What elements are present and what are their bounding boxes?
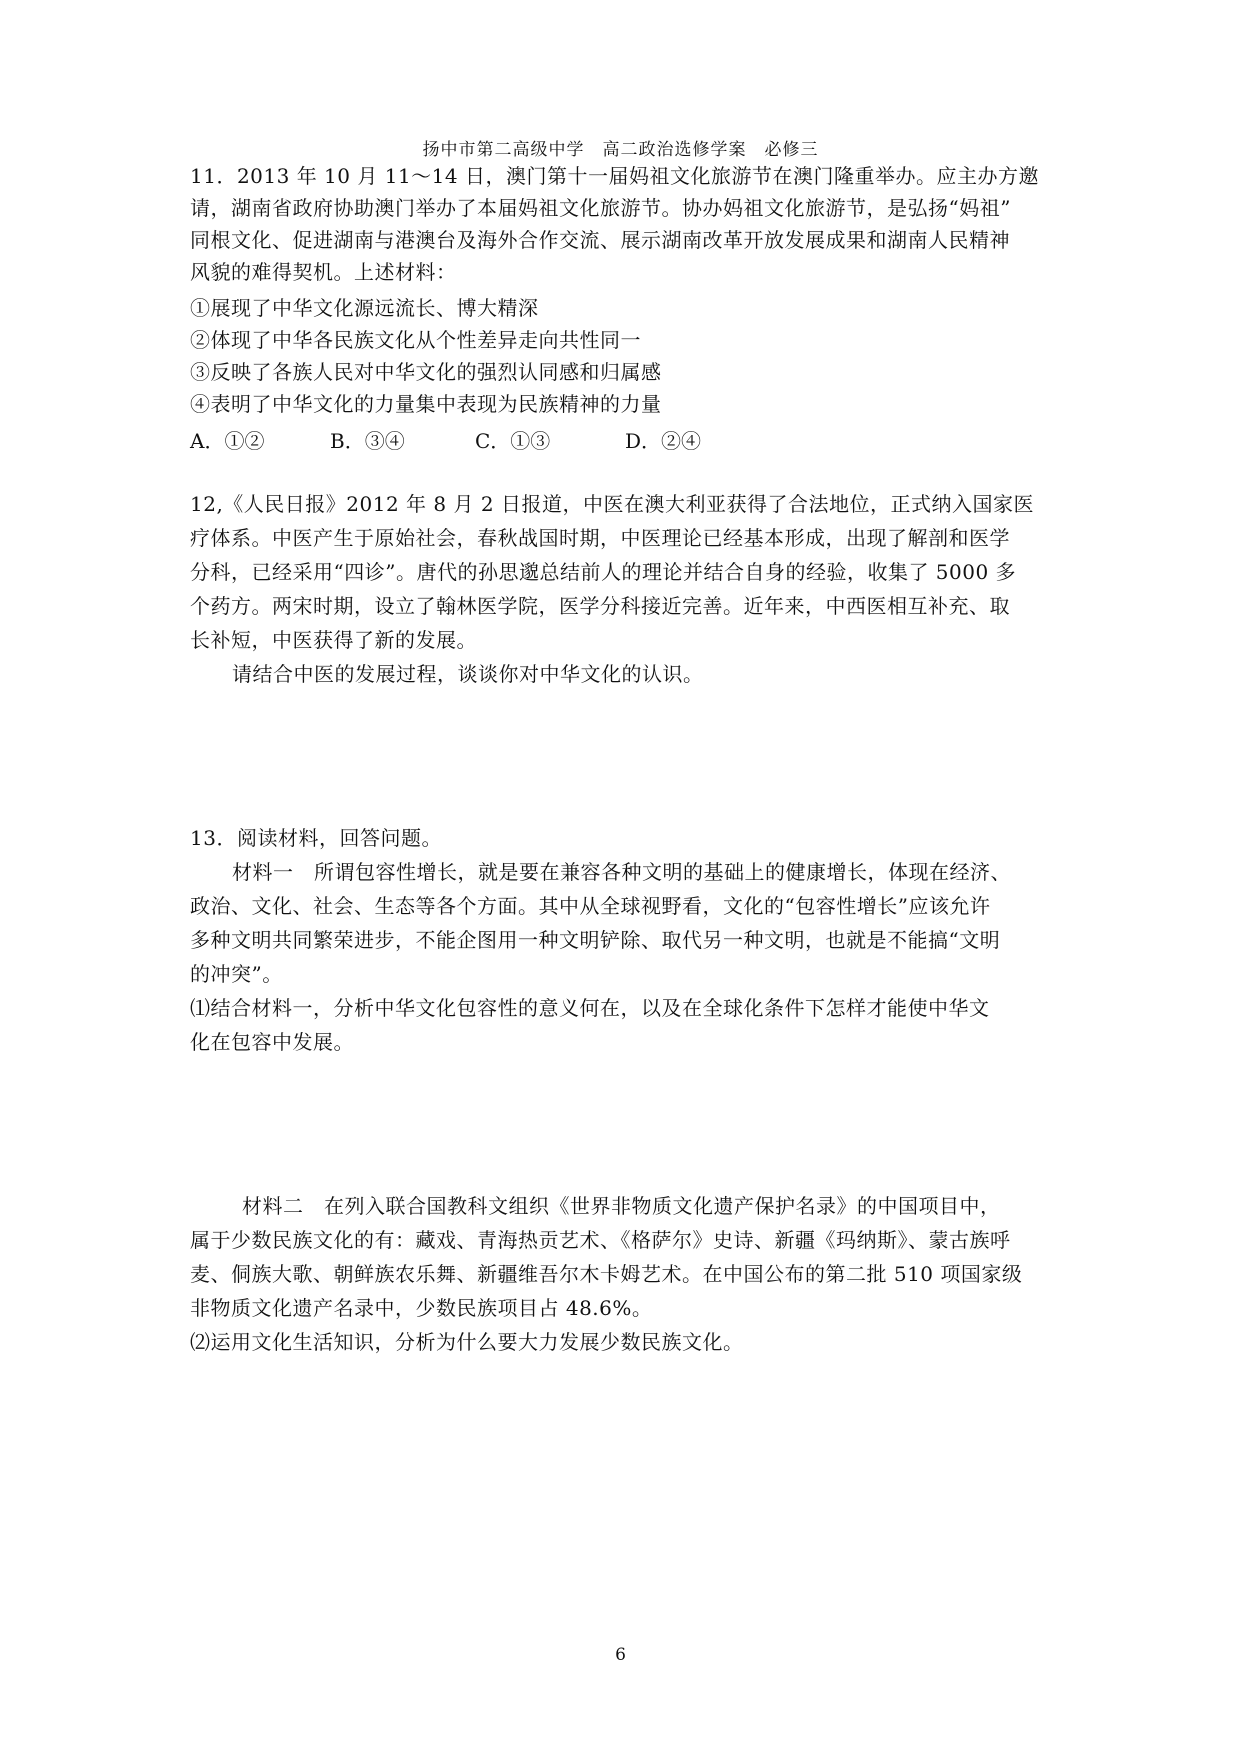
q11-line-4: 风貌的难得契机。上述材料： (190, 260, 457, 284)
q12-line-3: 分科，已经采用“四诊”。唐代的孙思邈总结前人的理论并结合自身的经验，收集了 5000 多 (190, 560, 1017, 584)
q12-line-4: 个药方。两宋时期，设立了翰林医学院，医学分科接近完善。近年来，中西医相互补充、取 (190, 594, 1010, 618)
q11-item-4: ④表明了中华文化的力量集中表现为民族精神的力量 (190, 392, 662, 416)
q11-item-1: ①展现了中华文化源远流长、博大精深 (190, 296, 539, 320)
q12-line-1: 12,《人民日报》2012 年 8 月 2 日报道，中医在澳大利亚获得了合法地位，正式纳入国家医 (190, 492, 1034, 516)
q13-material1-line-2: 政治、文化、社会、生态等各个方面。其中从全球视野看，文化的“包容性增长”应该允许 (190, 894, 991, 918)
q11-item-3: ③反映了各族人民对中华文化的强烈认同感和归属感 (190, 360, 662, 384)
q11-option-a: A．①② (190, 429, 265, 453)
q11-line-3: 同根文化、促进湖南与港澳台及海外合作交流、展示湖南改革开放发展成果和湖南人民精神 (190, 228, 1010, 252)
q13-material2-line-3: 麦、侗族大歌、朝鲜族农乐舞、新疆维吾尔木卡姆艺术。在中国公布的第二批 510 项国家级 (190, 1262, 1023, 1286)
q13-material1-line-1: 材料一 所谓包容性增长，就是要在兼容各种文明的基础上的健康增长，体现在经济、 (232, 860, 1011, 884)
page-number: 6 (615, 1645, 626, 1665)
q13-material2-line-4: 非物质文化遗产名录中，少数民族项目占 48.6%。 (190, 1296, 653, 1320)
q11-option-d: D．②④ (625, 429, 702, 453)
q11-line-1: 11．2013 年 10 月 11～14 日，澳门第十一届妈祖文化旅游节在澳门隆重举办。应主办方邀 (190, 164, 1039, 188)
q13-material2-line-1: 材料二 在列入联合国教科文组织《世界非物质文化遗产保护名录》的中国项目中， (242, 1194, 1001, 1218)
q13-sub1-line-2: 化在包容中发展。 (190, 1030, 354, 1054)
page-header: 扬中市第二高级中学 高二政治选修学案 必修三 (422, 140, 819, 160)
q13-title: 13．阅读材料，回答问题。 (190, 826, 442, 850)
q13-material1-line-4: 的冲突”。 (190, 962, 283, 986)
q11-option-c: C．①③ (475, 429, 551, 453)
q13-material2-line-2: 属于少数民族文化的有：藏戏、青海热贡艺术、《格萨尔》史诗、新疆《玛纳斯》、蒙古族呼 (190, 1228, 1011, 1252)
q11-line-2: 请，湖南省政府协助澳门举办了本届妈祖文化旅游节。协办妈祖文化旅游节，是弘扬“妈祖” (190, 196, 1011, 220)
q12-line-5: 长补短，中医获得了新的发展。 (190, 628, 477, 652)
q12-prompt: 请结合中医的发展过程，谈谈你对中华文化的认识。 (232, 662, 704, 686)
q11-item-2: ②体现了中华各民族文化从个性差异走向共性同一 (190, 328, 641, 352)
q13-sub1-line-1: ⑴结合材料一，分析中华文化包容性的意义何在，以及在全球化条件下怎样才能使中华文 (190, 996, 990, 1020)
q13-material1-line-3: 多种文明共同繁荣进步，不能企图用一种文明铲除、取代另一种文明，也就是不能搞“文明 (190, 928, 1001, 952)
q12-line-2: 疗体系。中医产生于原始社会，春秋战国时期，中医理论已经基本形成，出现了解剖和医学 (190, 526, 1010, 550)
q13-sub2: ⑵运用文化生活知识，分析为什么要大力发展少数民族文化。 (190, 1330, 744, 1354)
q11-option-b: B．③④ (330, 429, 405, 453)
